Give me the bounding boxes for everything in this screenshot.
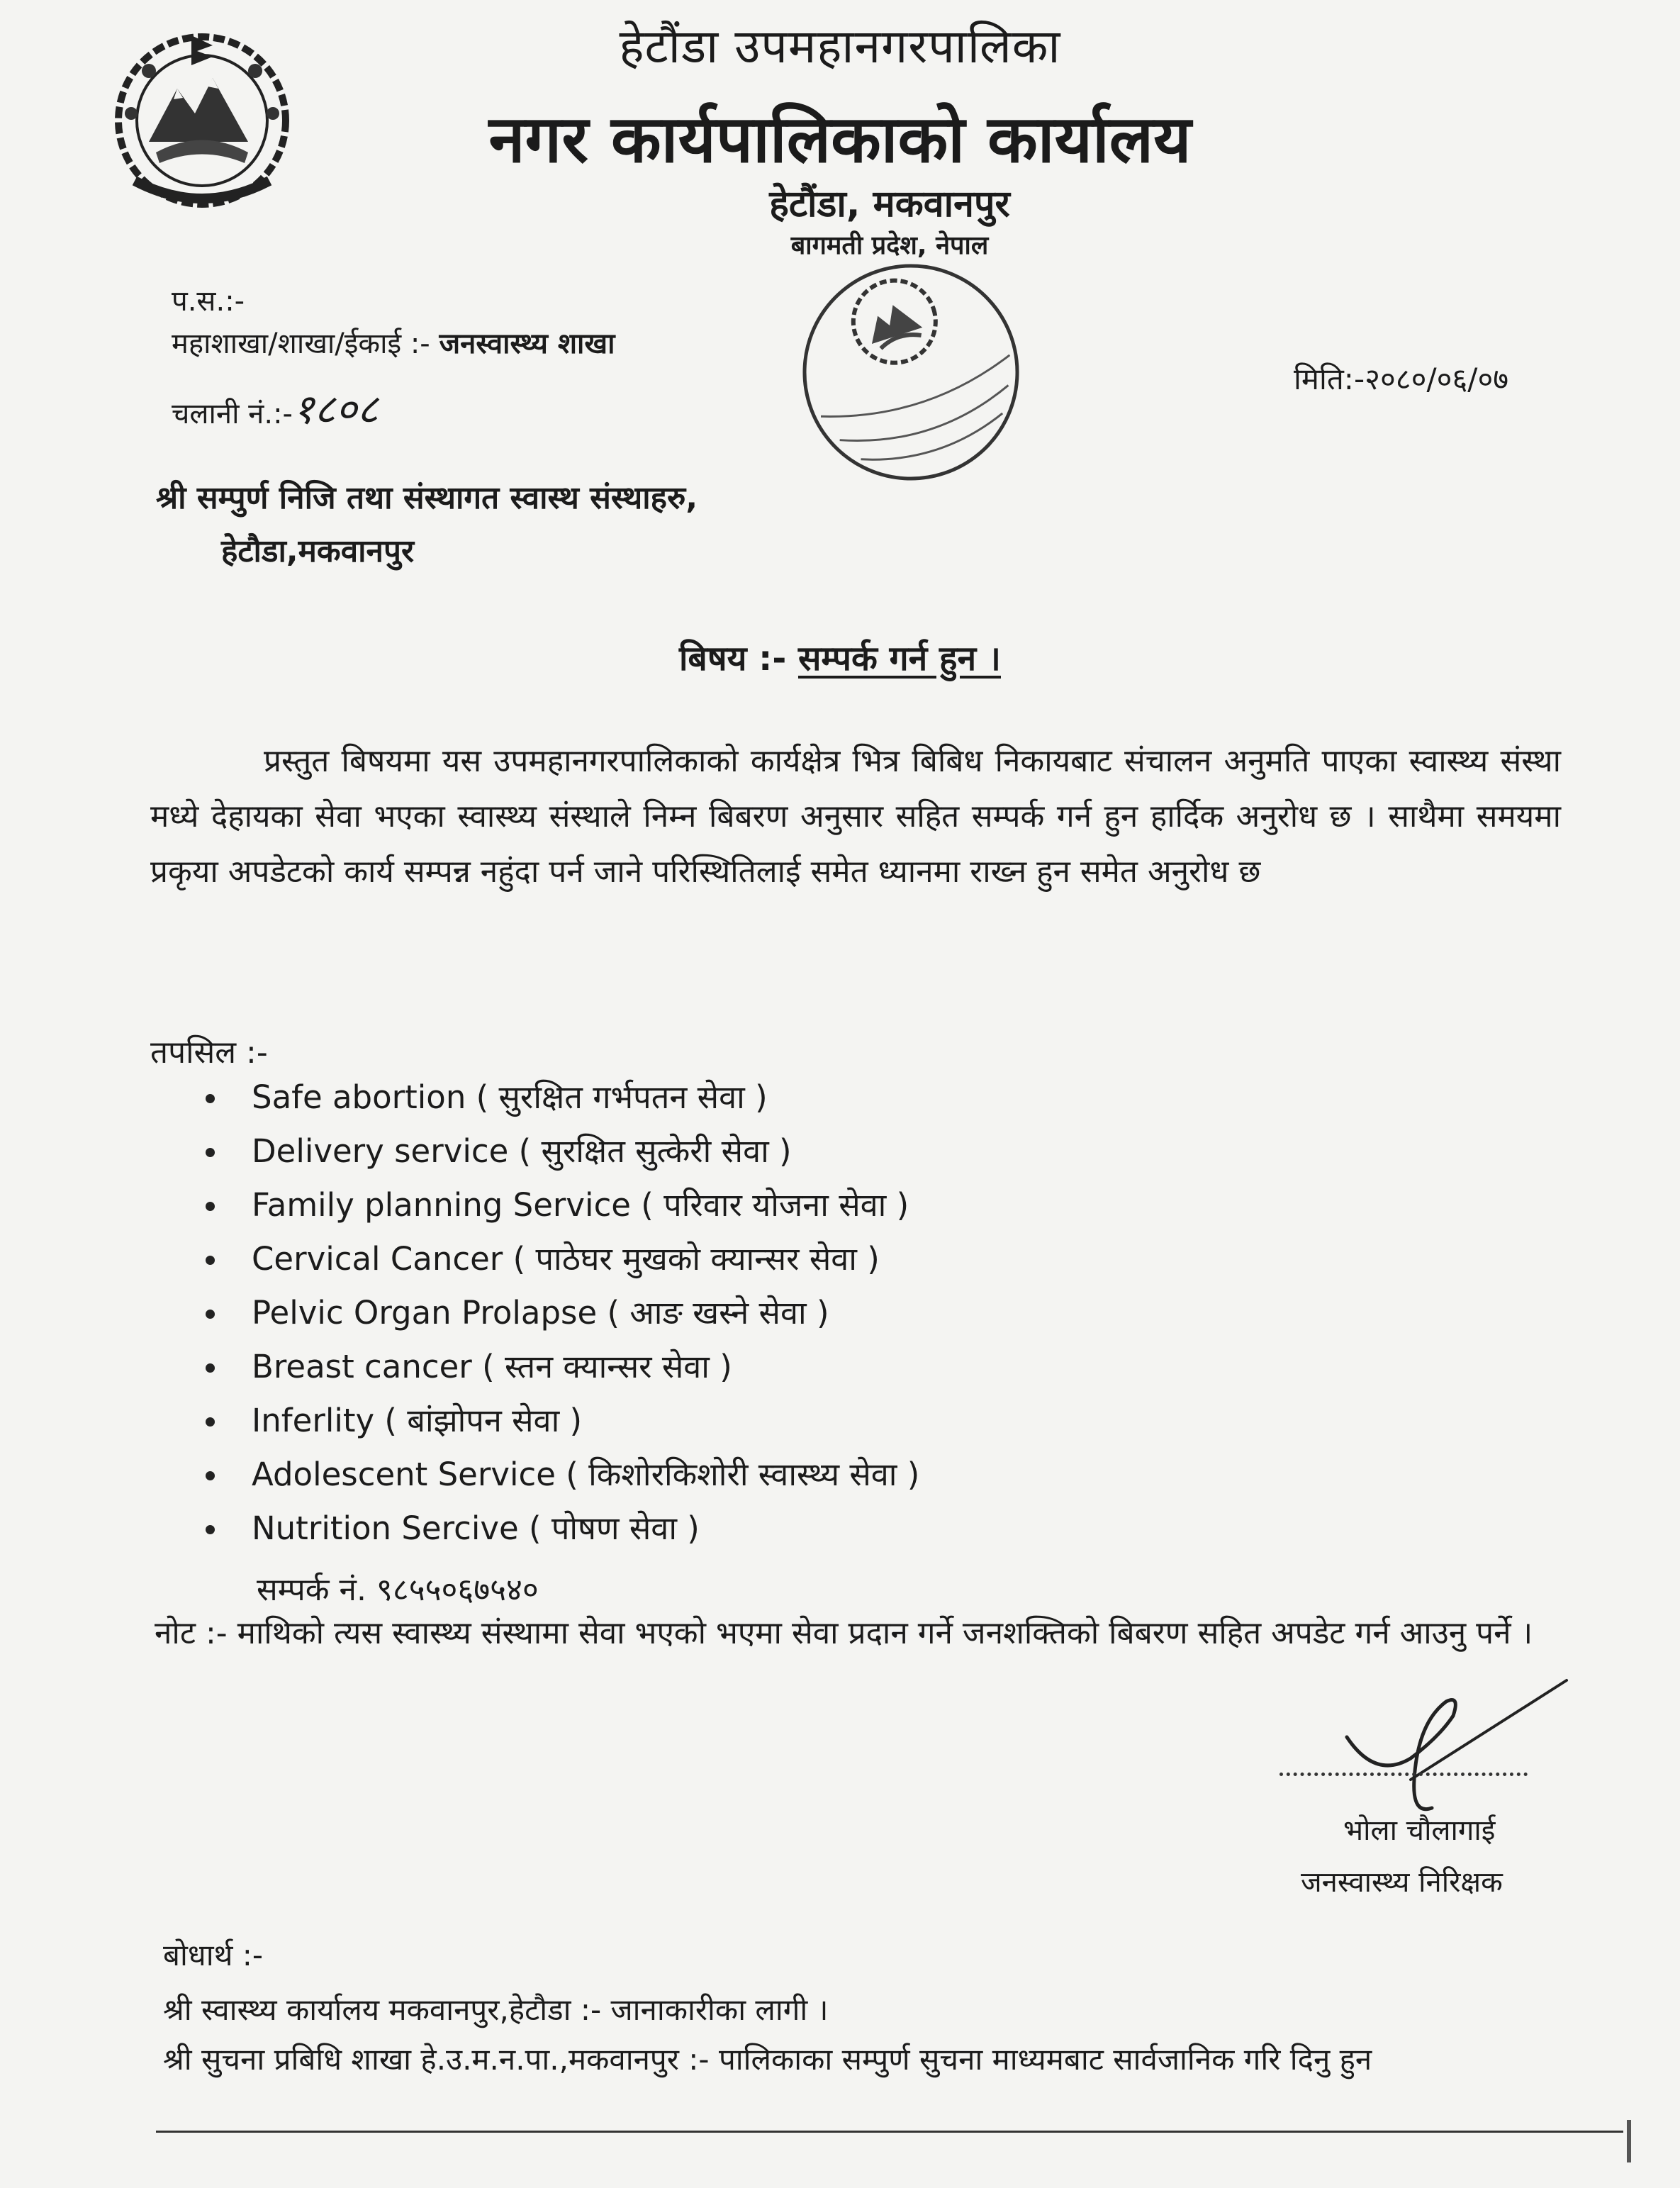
office-province: बागमती प्रदेश, नेपाल: [790, 231, 989, 260]
ps-label: प.स.:-: [172, 285, 245, 318]
services-list: [206, 1071, 919, 1556]
letter-date: मिति:-२०८०/०६/०७: [1294, 362, 1509, 396]
signatory-title: जनस्वास्थ्य निरिक्षक: [1301, 1866, 1503, 1899]
list-item: Nutrition Sercive ( पोषण सेवा ): [206, 1502, 919, 1556]
office-name: नगर कार्यपालिकाको कार्यालय: [488, 101, 1192, 177]
cc-item-2: श्री सुचना प्रबिधि शाखा हे.उ.म.न.पा.,मकवानपुर :- पालिकाका सम्पुर्ण सुचना माध्यमबाट सार्वजानिक गरि दिनु हुन: [163, 2042, 1372, 2077]
branch-value: जनस्वास्थ्य शाखा: [439, 328, 615, 360]
list-item: Inferlity ( बांझोपन सेवा ): [206, 1394, 919, 1448]
addressee-line-2: हेटौडा,मकवानपुर: [221, 533, 414, 569]
body-paragraph: प्रस्तुत बिषयमा यस उपमहानगरपालिकाको कार्यक्षेत्र भित्र बिबिध निकायबाट संचालन अनुमति पाएका स्वास्थ्य संस्था मध्ये देहायका सेवा भएका स्वास्थ्य संस्थाले निम्न बिबरण अनुसार सहित सम्पर्क गर्न हुन हार्दिक अनुरोध छ । साथैमा समयमा प्रकृया अपडेटको कार्य सम्पन्न नहुंदा पर्न जाने परिस्थितिलाई समेत ध्यानमा राख्न हुन समेत अनुरोध छ: [150, 743, 1561, 890]
list-item: Family planning Service ( परिवार योजना सेवा ): [206, 1178, 919, 1232]
subject-line: [0, 635, 1680, 681]
signature-line: [1279, 1773, 1528, 1776]
addressee-line-1: श्री सम्पुर्ण निजि तथा संस्थागत स्वास्थ संस्थाहरु,: [156, 480, 698, 516]
note-text: नोट :- माथिको त्यस स्वास्थ्य संस्थामा सेवा भएको भएमा सेवा प्रदान गर्ने जनशक्तिको बिबरण सहित अपडेट गर्न आउनु पर्ने ।: [155, 1615, 1533, 1651]
list-item: Safe abortion ( सुरक्षित गर्भपतन सेवा ): [206, 1071, 919, 1124]
municipality-name: हेटौंडा उपमहानगरपालिका: [619, 19, 1061, 74]
subject-label: बिषय :-: [679, 639, 787, 679]
contact-number: सम्पर्क नं. ९८५५०६७५४०: [257, 1572, 539, 1608]
cc-item-1: श्री स्वास्थ्य कार्यालय मकवानपुर,हेटौडा :- जानाकारीका लागी ।: [163, 1992, 829, 2027]
branch-line: [172, 323, 615, 362]
footer-divider: [156, 2131, 1623, 2133]
office-location: हेटौंडा, मकवानपुर: [769, 183, 1010, 225]
office-stamp-icon: [783, 252, 1038, 493]
tapsil-label: तपसिल :-: [150, 1034, 268, 1071]
list-item: Adolescent Service ( किशोरकिशोरी स्वास्थ्य सेवा ): [206, 1448, 919, 1502]
list-item: Delivery service ( सुरक्षित सुत्केरी सेवा ): [206, 1124, 919, 1178]
dispatch-label: चलानी नं.:-: [172, 398, 293, 430]
signature-icon: [1333, 1673, 1588, 1822]
signatory-name: भोला चौलागाई: [1343, 1814, 1496, 1847]
list-item: Cervical Cancer ( पाठेघर मुखको क्यान्सर सेवा ): [206, 1232, 919, 1286]
dispatch-line: [172, 379, 379, 435]
dispatch-number: १८०८: [292, 385, 379, 433]
cc-label: बोधार्थ :-: [163, 1938, 264, 1972]
subject-text: सम्पर्क गर्न हुन ।: [797, 639, 1001, 679]
branch-label: महाशाखा/शाखा/ईकाई :-: [172, 328, 430, 360]
page-edge-mark: [1627, 2120, 1631, 2162]
list-item: Pelvic Organ Prolapse ( आङ खस्ने सेवा ): [206, 1286, 919, 1340]
list-item: Breast cancer ( स्तन क्यान्सर सेवा ): [206, 1340, 919, 1394]
